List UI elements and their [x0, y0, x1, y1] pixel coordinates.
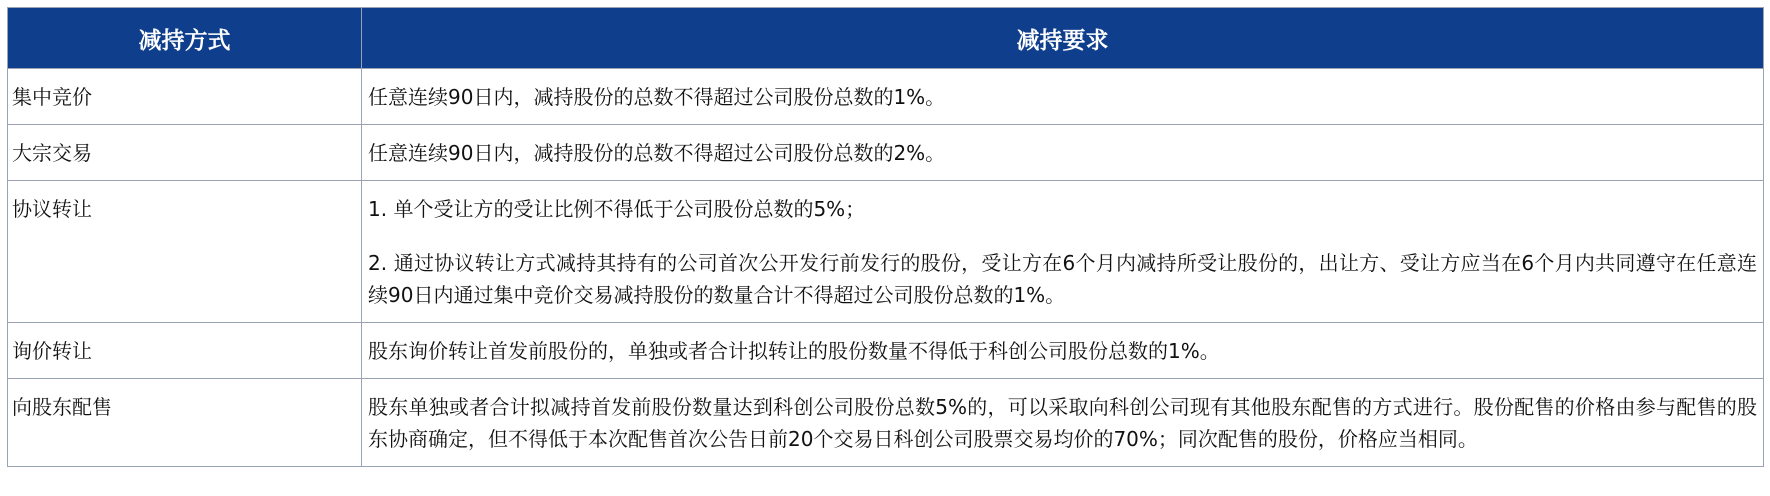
- table-row: [8, 69, 1764, 125]
- table-row: [8, 125, 1764, 181]
- requirement-cell: [362, 181, 1764, 323]
- table-row: [8, 323, 1764, 379]
- requirement-text: 任意连续90日内，减持股份的总数不得超过公司股份总数的2%。: [368, 141, 946, 165]
- requirement-cell: [362, 323, 1764, 379]
- reduction-table-container: [7, 7, 1763, 467]
- method-cell: 向股东配售: [8, 379, 362, 467]
- requirement-text: 股东询价转让首发前股份的，单独或者合计拟转让的股份数量不得低于科创公司股份总数的1%。: [368, 339, 1220, 363]
- method-cell: 协议转让: [8, 181, 362, 323]
- table-header-row: [8, 8, 1764, 69]
- requirement-cell: [362, 125, 1764, 181]
- method-cell: 集中竞价: [8, 69, 362, 125]
- header-reduction-requirements: 减持要求: [362, 8, 1764, 69]
- requirement-text: 股东单独或者合计拟减持首发前股份数量达到科创公司股份总数5%的，可以采取向科创公司现有其他股东配售的方式进行。股份配售的价格由参与配售的股东协商确定，但不得低于本次配售首次公告日前20个交易日科创公司股票交易均价的70%；同次配售的股份，价格应当相同。: [368, 395, 1757, 451]
- table-row: [8, 379, 1764, 467]
- share-reduction-table: [7, 7, 1764, 467]
- requirement-text: 1. 单个受让方的受让比例不得低于公司股份总数的5%；: [368, 197, 866, 221]
- table-row: [8, 181, 1764, 323]
- requirement-text: 任意连续90日内，减持股份的总数不得超过公司股份总数的1%。: [368, 85, 946, 109]
- requirement-cell: [362, 69, 1764, 125]
- requirement-cell: [362, 379, 1764, 467]
- method-cell: 询价转让: [8, 323, 362, 379]
- header-reduction-method: 减持方式: [8, 8, 362, 69]
- requirement-text: 2. 通过协议转让方式减持其持有的公司首次公开发行前发行的股份，受让方在6个月内减持所受让股份的，出让方、受让方应当在6个月内共同遵守在任意连续90日内通过集中竞价交易减持股份的数量合计不得超过公司股份总数的1%。: [368, 251, 1757, 307]
- method-cell: 大宗交易: [8, 125, 362, 181]
